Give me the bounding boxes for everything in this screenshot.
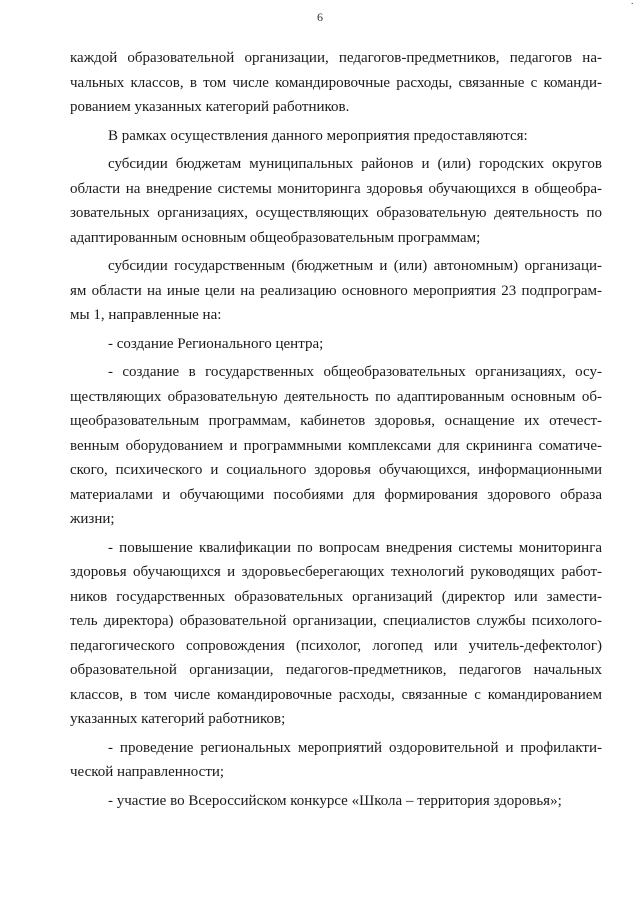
text-line: ществляющих образовательную деятельность по адаптированным основным об- <box>70 388 602 405</box>
text-line: тель директора) образовательной организации, специалистов службы психолого- <box>70 613 602 629</box>
document-body <box>70 46 602 813</box>
paragraph <box>70 536 602 732</box>
text-line: - создание Регионального центра; <box>108 335 324 352</box>
text-line: субсидии государственным (бюджетным и (или) автономным) организаци- <box>108 258 602 274</box>
paragraph <box>70 360 602 532</box>
text-line: субсидии бюджетам муниципальных районов и (или) городских округов <box>108 156 602 172</box>
corner-mark: · <box>630 0 634 10</box>
text-line: - повышение квалификации по вопросам внедрения системы мониторинга <box>108 539 602 556</box>
text-line: жизни; <box>70 511 115 527</box>
text-line: зовательных организациях, осуществляющих образовательную деятельность по <box>70 205 602 221</box>
text-line: каждой образовательной организации, педагогов-предметников, педагогов на- <box>70 50 602 66</box>
paragraph <box>70 152 602 250</box>
page-number: 6 <box>317 10 323 24</box>
text-line: ников государственных образовательных организаций (директор или замести- <box>70 588 602 605</box>
text-line: указанных категорий работников; <box>70 711 286 727</box>
text-line: материалами и обучающими пособиями для формирования здорового образа <box>70 486 602 503</box>
text-line: - создание в государственных общеобразовательных организациях, осу- <box>108 364 602 380</box>
paragraph <box>70 124 602 149</box>
text-line: В рамках осуществления данного мероприятия предоставляются: <box>108 127 528 144</box>
text-line: - участие во Всероссийском конкурсе «Школа – территория здоровья»; <box>108 792 562 809</box>
paragraph <box>70 789 602 814</box>
text-line: области на внедрение системы мониторинга здоровья обучающихся в общеобра- <box>70 180 602 197</box>
text-line: чальных классов, в том числе командировочные расходы, связанные с команди- <box>70 74 602 91</box>
paragraph <box>70 46 602 120</box>
text-line: венным оборудованием и программными комплексами для скрининга соматиче- <box>70 437 602 454</box>
text-line: классов, в том числе командировочные расходы, связанные с командированием <box>70 686 602 703</box>
text-line: мы 1, направленные на: <box>70 307 222 323</box>
paragraph <box>70 736 602 785</box>
text-line: адаптированным основным общеобразовательным программам; <box>70 229 481 246</box>
paragraph <box>70 332 602 357</box>
text-line: образовательной организации, педагогов-предметников, педагогов начальных <box>70 662 602 678</box>
text-line: ского, психического и социального здоровья обучающихся, информационными <box>70 462 602 478</box>
text-line: рованием указанных категорий работников. <box>70 99 350 115</box>
text-line: здоровья обучающихся и здоровьесберегающих технологий руководящих работ- <box>70 564 602 580</box>
text-line: щеобразовательным программам, кабинетов здоровья, оснащение их отечест- <box>70 413 602 429</box>
text-line: - проведение региональных мероприятий оздоровительной и профилакти- <box>108 739 602 756</box>
text-line: ческой направленности; <box>70 764 225 780</box>
text-line: педагогического сопровождения (психолог, логопед или учитель-дефектолог) <box>70 637 602 654</box>
paragraph <box>70 254 602 328</box>
text-line: ям области на иные цели на реализацию основного мероприятия 23 подпрограм- <box>70 282 602 299</box>
